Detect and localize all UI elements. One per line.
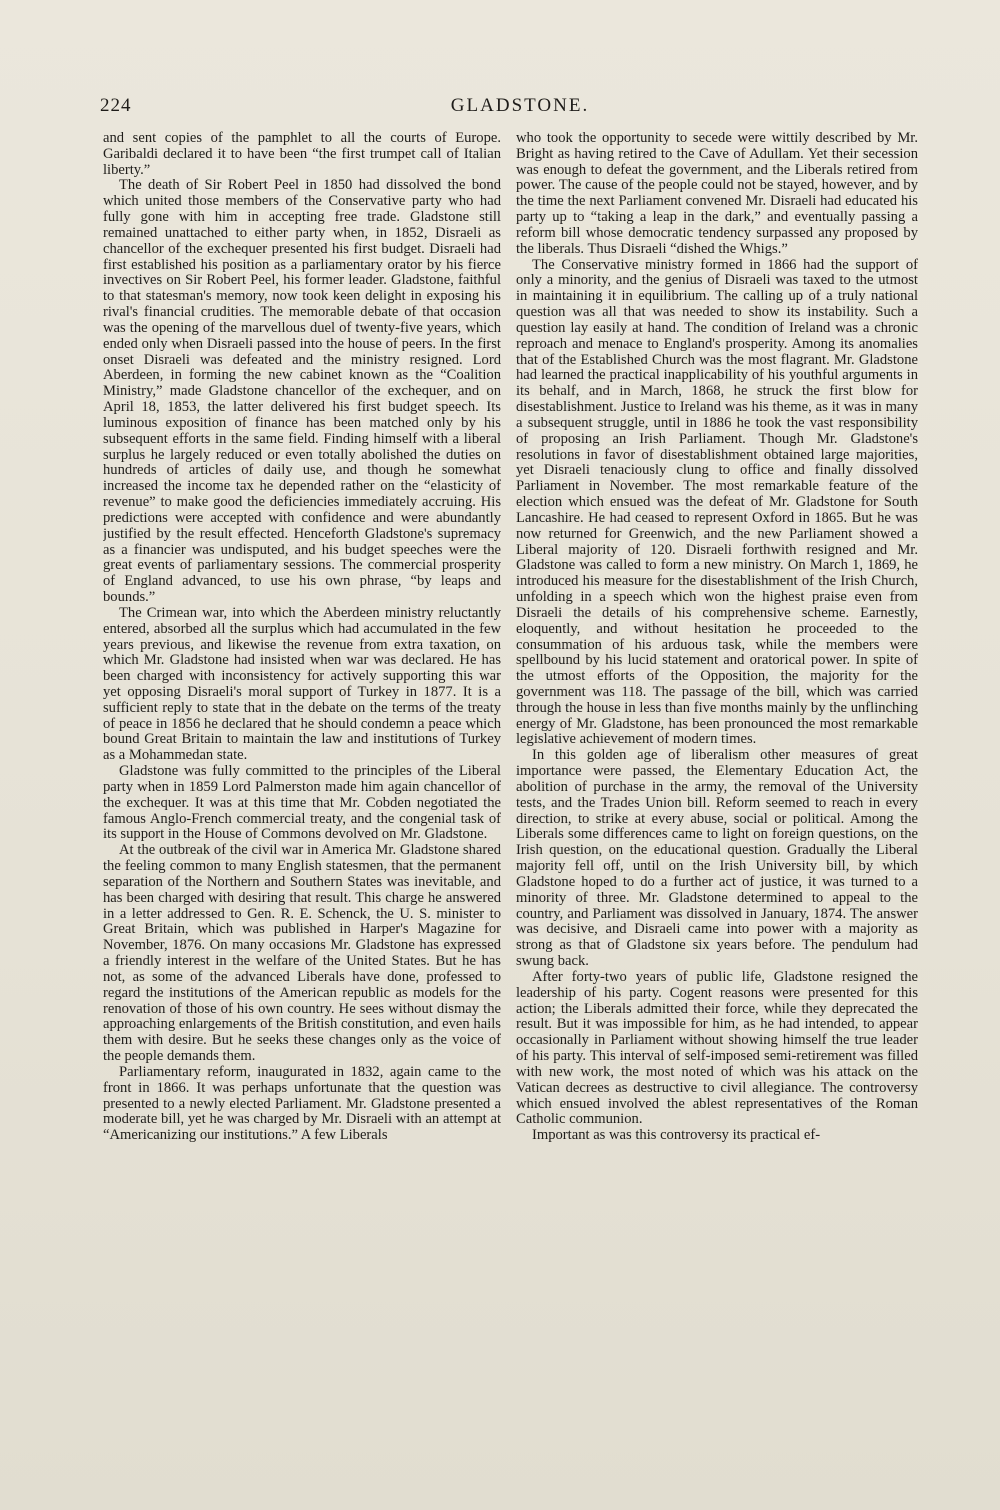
left-column <box>103 131 501 1451</box>
paragraph: who took the opportunity to secede were wittily described by Mr. Bright as having retired to the Cave of Adullam. Yet their secession was enough to defeat the government, and the Liberals retired from power. The cause of the people could not be stayed, however, and by the time the next Parliament convened Mr. Disraeli had educated his party up to “taking a leap in the dark,” and eventually passing a reform bill whose democratic tendency surpassed any proposed by the liberals. Thus Disraeli “dished the Whigs.” <box>516 131 918 257</box>
paragraph: In this golden age of liberalism other measures of great importance were passed, the Elementary Education Act, the abolition of purchase in the army, the removal of the University tests, and the Trades Union bill. Reform seemed to reach in every direction, to strike at every abuse, social or political. Among the Liberals some differences came to light on foreign questions, on the Irish question, on the educational question. Gradually the Liberal majority fell off, until on the Irish University bill, by which Gladstone hoped to do a further act of justice, it was turned to a minority of three. Mr. Gladstone determined to appeal to the country, and Parliament was dissolved in January, 1874. The answer was decisive, and Disraeli came into power with a majority as strong as that of Gladstone six years before. The pendulum had swung back. <box>516 747 918 970</box>
right-column <box>516 131 918 1451</box>
paragraph: Parliamentary reform, inaugurated in 1832, again came to the front in 1866. It was perhaps unfortunate that the question was presented to a newly elected Parliament. Mr. Gladstone presented a moderate bill, yet he was charged by Mr. Disraeli with an attempt at “Americanizing our institutions.” A few Liberals <box>103 1063 501 1144</box>
paragraph: Gladstone was fully committed to the principles of the Liberal party when in 1859 Lord Palmerston made him again chancellor of the exchequer. It was at this time that Mr. Cobden negotiated the famous Anglo-French commercial treaty, and the congenial task of its support in the House of Commons devolved on Mr. Gladstone. <box>103 763 501 843</box>
paragraph: At the outbreak of the civil war in America Mr. Gladstone shared the feeling common to many English statesmen, that the permanent separation of the Northern and Southern States was inevitable, and has been charged with desiring that result. This charge he answered in a letter addressed to Gen. R. E. Schenck, the U. S. minister to Great Britain, which was published in Harper's Magazine for November, 1876. On many occasions Mr. Gladstone has expressed a friendly interest in the welfare of the United States. But he has not, as some of the advanced Liberals have done, professed to regard the institutions of the American republic as models for the renovation of those of his own country. He sees without dismay the approaching enlargements of the British constitution, and even hails them with desire. But he seeks these changes only as the voice of the people demands them. <box>103 842 501 1065</box>
paragraph: The death of Sir Robert Peel in 1850 had dissolved the bond which united those members of the Conservative party who had fully gone with him in accepting free trade. Gladstone still remained unattached to either party when, in 1852, Disraeli as chancellor of the exchequer presented his first budget. Disraeli had first established his position as a parliamentary orator by his fierce invectives on Sir Robert Peel, his former leader. Gladstone, faithful to that statesman's memory, now took keen delight in exposing his rival's financial crudities. The memorable debate of that occasion was the opening of the marvellous duel of twenty-five years, which ended only when Disraeli passed into the house of peers. In the first onset Disraeli was defeated and the ministry resigned. Lord Aberdeen, in forming the new cabinet known as the “Coalition Ministry,” made Gladstone chancellor of the exchequer, and on April 18, 1853, the latter delivered his first budget speech. Its luminous exposition of finance has been matched only by his subsequent efforts in the same field. Finding himself with a liberal surplus he largely reduced or even totally abolished the duties on hundreds of articles of daily use, and though he somewhat increased the income tax he depended rather on the “elasticity of revenue” to make good the deficiencies immediately accruing. His predictions were accepted with confidence and were abundantly justified by the result effected. Henceforth Gladstone's supremacy as a financier was undisputed, and his budget speeches were the great events of parliamentary sessions. The commercial prosperity of England advanced, to use his own phrase, “by leaps and bounds.” <box>103 177 501 606</box>
running-title: GLADSTONE. <box>450 95 590 116</box>
paragraph: The Crimean war, into which the Aberdeen ministry reluctantly entered, absorbed all the surplus which had accumulated in the few years previous, and likewise the revenue from extra taxation, on which Mr. Gladstone had insisted when war was declared. He has been charged with inconsistency for actively supporting this war yet opposing Disraeli's moral support of Turkey in 1877. It is a sufficient reply to state that in the debate on the terms of the treaty of peace in 1856 he declared that he should condemn a peace which bound Great Britain to maintain the law and institutions of Turkey as a Mohammedan state. <box>103 604 501 764</box>
paragraph: After forty-two years of public life, Gladstone resigned the leadership of his party. Cogent reasons were presented for this action; the Liberals admitted their force, while they deprecated the result. But it was impossible for him, as he had intended, to appear occasionally in Parliament without showing himself the true leader of his party. This interval of self-imposed semi-retirement was filled with new work, the most noted of which was his attack on the Vatican decrees as destructive to civil allegiance. The controversy which ensued involved the ablest representatives of the Roman Catholic communion. <box>516 968 918 1128</box>
running-header <box>100 95 940 125</box>
paragraph: and sent copies of the pamphlet to all the courts of Europe. Garibaldi declared it to have been “the first trumpet call of Italian liberty.” <box>103 131 501 178</box>
paragraph: Important as was this controversy its practical ef- <box>532 1127 821 1144</box>
paragraph: The Conservative ministry formed in 1866 had the support of only a minority, and the genius of Disraeli was taxed to the utmost in maintaining it in equilibrium. The calling up of a truly national question was all that was needed to show its instability. Such a question lay easily at hand. The condition of Ireland was a chronic reproach and menace to England's prosperity. Among its anomalies that of the Established Church was the most flagrant. Mr. Gladstone had learned the practical inapplicability of his youthful arguments in its behalf, and in March, 1868, he struck the first blow for disestablishment. Justice to Ireland was his theme, as it was in many a subsequent struggle, until in 1886 he took the vast responsibility of proposing an Irish Parliament. Though Mr. Gladstone's resolutions in favor of disestablishment obtained large majorities, yet Disraeli tenaciously clung to office and finally dissolved Parliament in November. The most remarkable feature of the election which ensued was the defeat of Mr. Gladstone for South Lancashire. He had ceased to represent Oxford in 1865. But he was now returned for Greenwich, and the new Parliament showed a Liberal majority of 120. Disraeli forthwith resigned and Mr. Gladstone was called to form a new ministry. On March 1, 1869, he introduced his measure for the disestablishment of the Irish Church, unfolding in a speech which won the highest praise even from Disraeli the details of his comprehensive scheme. Earnestly, eloquently, and without hesitation he proceeded to the consummation of his arduous task, while the members were spellbound by his lucid statement and oratorical power. In spite of the utmost efforts of the Opposition, the majority for the government was 118. The passage of the bill, which was carried through the house in less than five months mainly by the unflinching energy of Mr. Gladstone, has been pronounced the most remarkable legislative achievement of modern times. <box>516 256 918 748</box>
page-number: 224 <box>100 95 132 116</box>
